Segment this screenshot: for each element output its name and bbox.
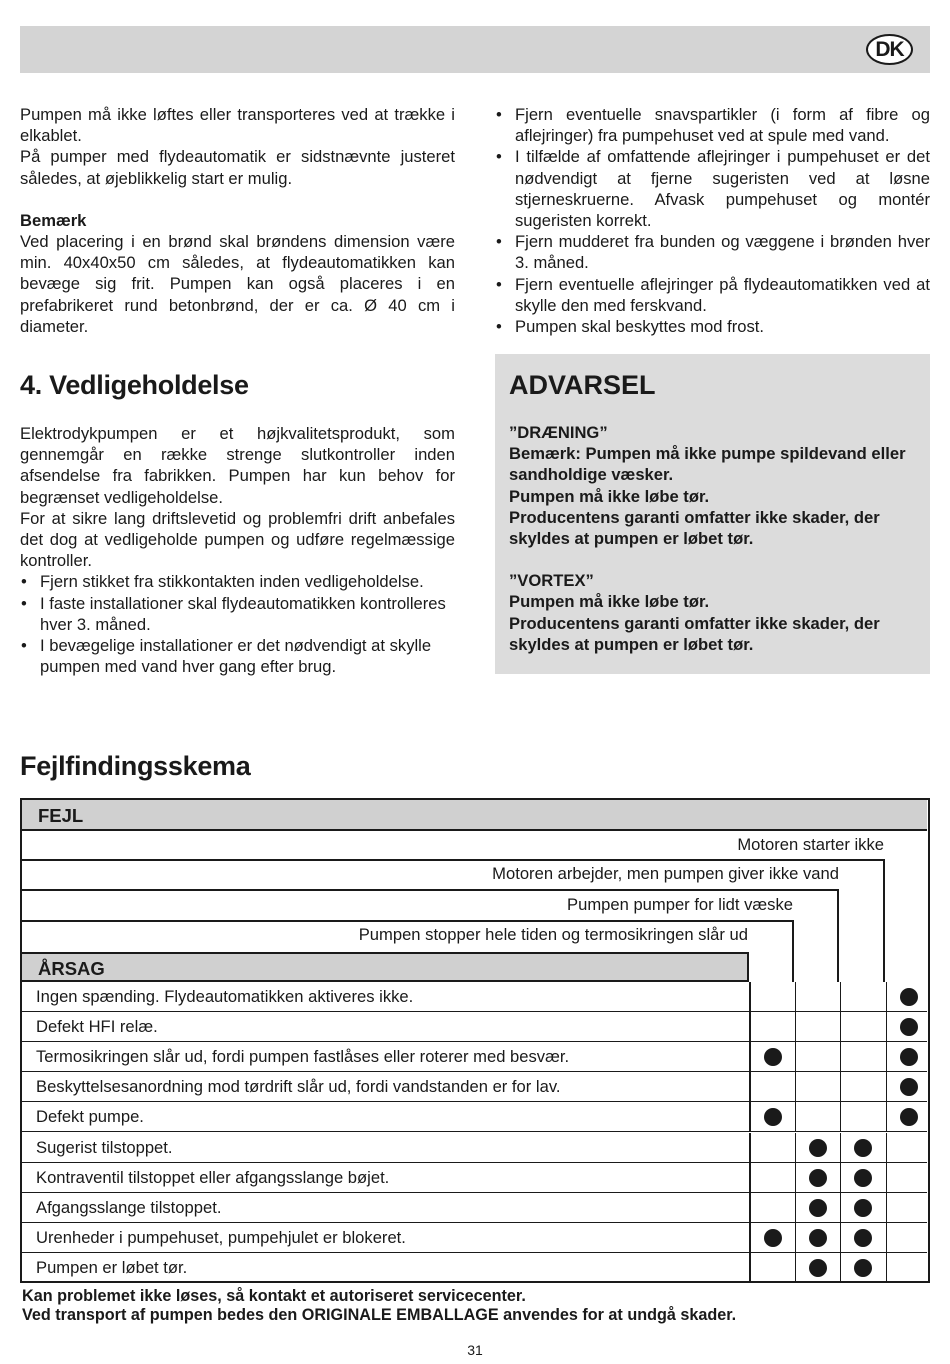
filled-dot-icon bbox=[900, 1048, 918, 1066]
fault-header-label: FEJL bbox=[38, 805, 84, 826]
matrix-cell bbox=[795, 1163, 841, 1193]
filled-dot-icon bbox=[764, 1229, 782, 1247]
matrix-cell bbox=[795, 1133, 841, 1163]
filled-dot-icon bbox=[764, 1108, 782, 1126]
matrix-cell bbox=[749, 1133, 795, 1163]
right-intro bbox=[495, 104, 930, 337]
matrix-cell bbox=[840, 982, 886, 1012]
matrix-cell bbox=[795, 1193, 841, 1223]
troubleshooting-title: Fejlfindingsskema bbox=[20, 751, 251, 781]
matrix-cell bbox=[749, 1042, 795, 1072]
divider bbox=[22, 920, 793, 922]
matrix-cell bbox=[749, 1253, 795, 1283]
maintenance-p1: Elektrodykpumpen er et højkvalitetsprodukt, som gennemgår en række strenge slutkontroller inden afsendelse fra fabrikken. Pumpen har kun behov for begrænset vedligeholdelse. bbox=[20, 424, 455, 507]
matrix-cell bbox=[886, 1042, 932, 1072]
footnote-line: Ved transport af pumpen bedes den ORIGINALE EMBALLAGE anvendes for at undgå skader. bbox=[22, 1306, 737, 1324]
matrix-cell bbox=[886, 1133, 932, 1163]
matrix-cell bbox=[886, 1102, 932, 1132]
filled-dot-icon bbox=[900, 1108, 918, 1126]
filled-dot-icon bbox=[900, 1018, 918, 1036]
cause-label: Defekt HFI relæ. bbox=[36, 1017, 158, 1037]
fault-motor-not-starting: Motoren starter ikke bbox=[737, 835, 884, 854]
warning-title: ADVARSEL bbox=[509, 370, 656, 400]
cause-header bbox=[22, 952, 749, 982]
maintenance-title: 4. Vedligeholdelse bbox=[20, 370, 249, 400]
table-row bbox=[22, 1042, 927, 1072]
matrix-cell bbox=[749, 982, 795, 1012]
note-title: Bemærk bbox=[20, 210, 87, 230]
filled-dot-icon bbox=[900, 1078, 918, 1096]
matrix-cell bbox=[840, 1072, 886, 1102]
drain-line: Bemærk: Pumpen må ikke pumpe spildevand eller sandholdige væsker. bbox=[509, 444, 906, 485]
cause-label: Kontraventil tilstoppet eller afgangsslange bøjet. bbox=[36, 1167, 390, 1187]
fault-no-water: Motoren arbejder, men pumpen giver ikke vand bbox=[492, 864, 839, 883]
filled-dot-icon bbox=[809, 1199, 827, 1217]
list-item: • Fjern eventuelle snavspartikler (i form af fibre og aflejringer) fra pumpehuset ved at spule med vand. bbox=[496, 105, 930, 146]
table-row bbox=[22, 1163, 927, 1193]
matrix-cell bbox=[795, 1012, 841, 1042]
matrix-cell bbox=[840, 1133, 886, 1163]
matrix-cell bbox=[886, 1193, 932, 1223]
fault-header bbox=[22, 800, 927, 831]
filled-dot-icon bbox=[809, 1259, 827, 1277]
drain-line: Producentens garanti omfatter ikke skader, der skyldes at pumpen er løbet tør. bbox=[509, 507, 880, 549]
list-item: • I bevægelige installationer er det nødvendigt at skylle pumpen med vand hver gang efter brug. bbox=[21, 636, 432, 677]
float-switch-note: På pumper med flydeautomatik er sidstnævnte justeret således, at øjeblikkelig start er mulig. bbox=[20, 147, 455, 188]
cause-label: Beskyttelsesanordning mod tørdrift slår ud, fordi vandstanden er for lav. bbox=[36, 1077, 561, 1097]
matrix-cell bbox=[795, 1223, 841, 1253]
warning-box bbox=[495, 354, 930, 674]
table-row bbox=[22, 1133, 927, 1163]
divider bbox=[22, 889, 838, 891]
footnote-line: Kan problemet ikke løses, så kontakt et autoriseret servicecenter. bbox=[22, 1287, 526, 1305]
matrix-cell bbox=[749, 1072, 795, 1102]
filled-dot-icon bbox=[854, 1139, 872, 1157]
table-row bbox=[22, 1253, 927, 1283]
cleaning-list bbox=[495, 104, 930, 337]
lifting-warning: Pumpen må ikke løftes eller transporteres ved at trække i elkablet. bbox=[20, 105, 455, 146]
vortex-heading: ”VORTEX” bbox=[509, 571, 594, 591]
matrix-cell bbox=[795, 1102, 841, 1132]
matrix-cell bbox=[840, 1042, 886, 1072]
matrix-cell bbox=[749, 1193, 795, 1223]
table-row bbox=[22, 1072, 927, 1102]
filled-dot-icon bbox=[809, 1229, 827, 1247]
matrix-cell bbox=[886, 1253, 932, 1283]
fault-low-flow: Pumpen pumper for lidt væske bbox=[567, 895, 793, 914]
cause-label: Pumpen er løbet tør. bbox=[36, 1257, 188, 1277]
table-row bbox=[22, 1102, 927, 1132]
list-item: • I faste installationer skal flydeautomatikken kontrolleres hver 3. måned. bbox=[21, 593, 446, 634]
cause-label: Defekt pumpe. bbox=[36, 1107, 144, 1127]
table-row bbox=[22, 1012, 927, 1042]
note-text: Ved placering i en brønd skal brøndens dimension være min. 40x40x50 cm således, at flydeautomatikken kan bevæge sig frit. Pumpen kan også placeres i en prefabrikeret rund betonbrønd, der er ca. Ø 40 cm i diameter. bbox=[20, 232, 455, 336]
table-row bbox=[22, 1193, 927, 1223]
cause-label: Ingen spænding. Flydeautomatikken aktiveres ikke. bbox=[36, 987, 414, 1006]
filled-dot-icon bbox=[854, 1169, 872, 1187]
cause-label: Termosikringen slår ud, fordi pumpen fastlåses eller roterer med besvær. bbox=[36, 1047, 570, 1067]
list-item: • Pumpen skal beskyttes mod frost. bbox=[496, 317, 765, 337]
matrix-cell bbox=[886, 1012, 932, 1042]
list-item: • I tilfælde af omfattende aflejringer i pumpehuset er det nødvendigt at fjerne sugeristen ved at løsne stjerneskruerne. Afvask pumpehuset og montér sugeristen korrekt. bbox=[496, 147, 930, 231]
list-item: • Fjern mudderet fra bunden og væggene i brønden hver 3. måned. bbox=[496, 232, 930, 273]
matrix-cell bbox=[749, 1223, 795, 1253]
table-row bbox=[22, 1223, 927, 1253]
matrix-cell bbox=[886, 1163, 932, 1193]
maintenance-p2: For at sikre lang driftslevetid og problemfri drift anbefales det dog at vedligeholde pumpen og udføre regelmæssige kontroller. bbox=[20, 508, 455, 571]
cause-label: Urenheder i pumpehuset, pumpehjulet er blokeret. bbox=[36, 1227, 406, 1247]
divider bbox=[883, 859, 885, 982]
matrix-cell bbox=[795, 1042, 841, 1072]
divider bbox=[792, 920, 794, 982]
filled-dot-icon bbox=[854, 1229, 872, 1247]
matrix-cell bbox=[886, 1072, 932, 1102]
filled-dot-icon bbox=[854, 1259, 872, 1277]
divider bbox=[22, 859, 884, 861]
matrix-cell bbox=[886, 1223, 932, 1253]
left-intro bbox=[20, 104, 455, 337]
list-item: • Fjern eventuelle aflejringer på flydeautomatikken ved at skylle den med ferskvand. bbox=[496, 274, 930, 315]
matrix-cell bbox=[886, 982, 932, 1012]
troubleshooting-table bbox=[20, 798, 930, 1283]
header-bar bbox=[20, 26, 930, 73]
footnote bbox=[22, 1287, 736, 1325]
matrix-cell bbox=[840, 1012, 886, 1042]
matrix-cell bbox=[840, 1253, 886, 1283]
filled-dot-icon bbox=[809, 1169, 827, 1187]
vortex-line: Producentens garanti omfatter ikke skader, der skyldes at pumpen er løbet tør. bbox=[509, 613, 880, 654]
matrix-cell bbox=[749, 1012, 795, 1042]
page-number: 31 bbox=[467, 1342, 483, 1358]
maintenance-body bbox=[20, 423, 455, 677]
matrix-cell bbox=[749, 1163, 795, 1193]
cause-label: Afgangsslange tilstoppet. bbox=[36, 1197, 222, 1217]
matrix-cell bbox=[840, 1102, 886, 1132]
filled-dot-icon bbox=[900, 988, 918, 1006]
matrix-cell bbox=[840, 1163, 886, 1193]
list-item: • Fjern stikket fra stikkontakten inden vedligeholdelse. bbox=[21, 572, 424, 592]
cause-header-label: ÅRSAG bbox=[38, 958, 105, 979]
table-row bbox=[22, 982, 927, 1012]
matrix-cell bbox=[795, 1072, 841, 1102]
divider bbox=[837, 889, 839, 982]
matrix-cell bbox=[840, 1223, 886, 1253]
matrix-cell bbox=[795, 1253, 841, 1283]
matrix-cell bbox=[749, 1102, 795, 1132]
filled-dot-icon bbox=[764, 1048, 782, 1066]
drain-heading: ”DRÆNING” bbox=[509, 423, 608, 442]
maintenance-list bbox=[20, 571, 455, 677]
fault-thermal-trip: Pumpen stopper hele tiden og termosikringen slår ud bbox=[358, 925, 748, 944]
matrix-cell bbox=[840, 1193, 886, 1223]
vortex-line: Pumpen må ikke løbe tør. bbox=[509, 592, 710, 612]
matrix-cell bbox=[795, 982, 841, 1012]
filled-dot-icon bbox=[809, 1139, 827, 1157]
drain-line: Pumpen må ikke løbe tør. bbox=[509, 486, 710, 506]
language-badge: DK bbox=[866, 34, 913, 65]
warning-body bbox=[509, 422, 921, 655]
cause-label: Sugerist tilstoppet. bbox=[36, 1137, 173, 1157]
filled-dot-icon bbox=[854, 1199, 872, 1217]
